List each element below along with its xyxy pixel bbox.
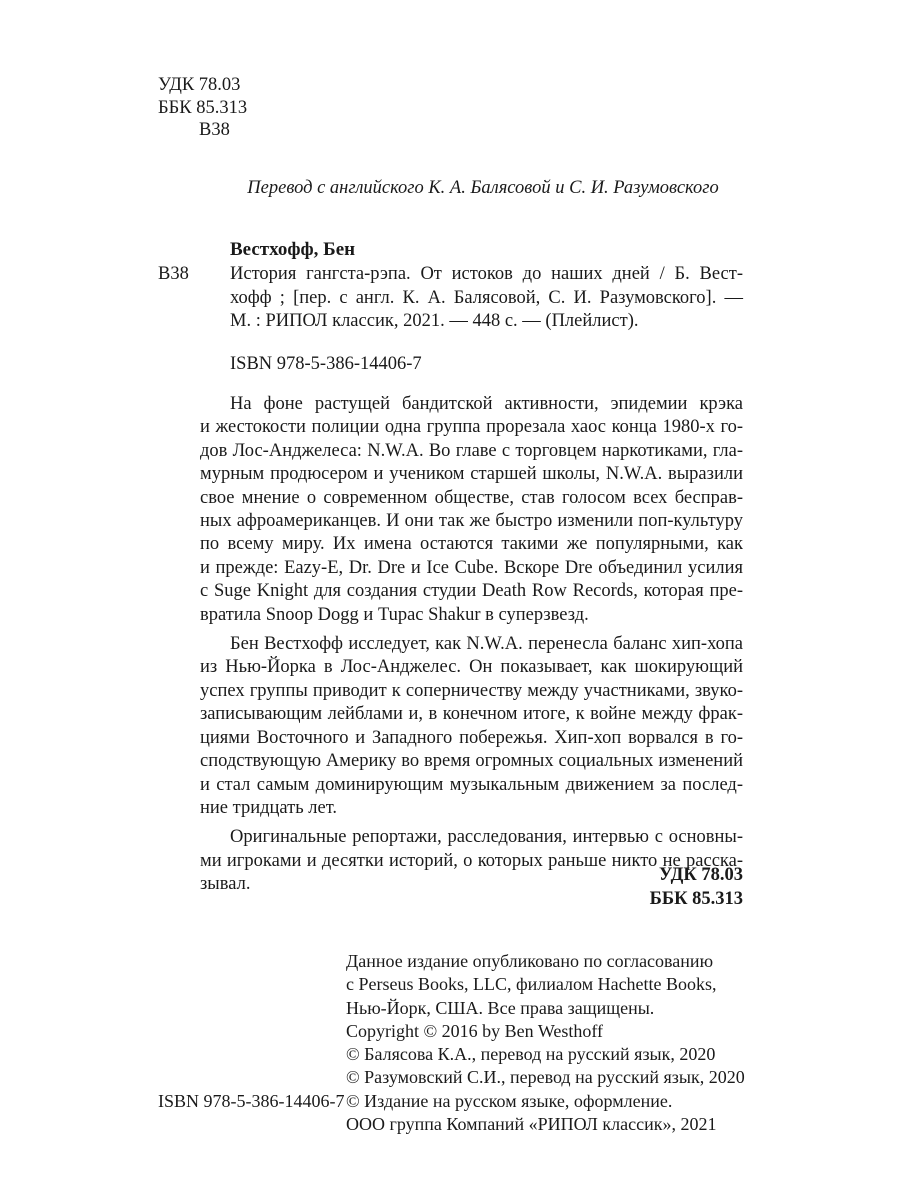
annotation-line: и прежде: Eazy-E, Dr. Dre и Ice Cube. Вскоре Dre объединил усилия <box>200 557 743 578</box>
annotation-line: из Нью-Йорка в Лос-Анджелес. Он показывает, как шокирующий <box>200 657 743 678</box>
annotation-line: ми игроками и десятки историй, о которых раньше никто не расска- <box>200 850 743 871</box>
annotation-line: Оригинальные репортажи, расследования, интервью с основны- <box>230 827 743 848</box>
annotation-line: по всему миру. Их имена остаются такими же популярными, как <box>200 534 743 555</box>
rights-line: Данное издание опубликовано по согласованию <box>346 951 714 971</box>
annotation-line: и стал самым доминирующим музыкальным движением за послед- <box>200 774 743 795</box>
annotation-line: записывающим лейблами и, в конечном итоге, к войне между фрак- <box>200 704 743 725</box>
annotation-line: Бен Вестхофф исследует, как N.W.A. перенесла баланс хип-хопа <box>230 634 743 655</box>
annotation-line: успех группы приводит к соперничеству между участниками, звуко- <box>200 680 743 701</box>
annotation-line: На фоне растущей бандитской активности, эпидемии крэка <box>230 394 743 414</box>
annotation-line: дов Лос-Анджелеса: N.W.A. Во главе с торговцем наркотиками, гла- <box>200 440 743 461</box>
annotation-line: зывал. <box>200 874 251 895</box>
annotation-line: вратила Snoop Dogg и Tupac Shakur в суперзвезд. <box>200 604 589 625</box>
annotation <box>200 393 743 903</box>
annotation-line: ние тридцать лет. <box>200 797 338 818</box>
annotation-paragraph <box>200 393 743 627</box>
author-mark: В38 <box>199 120 230 140</box>
bibliographic-description <box>230 263 743 334</box>
annotation-paragraph <box>200 633 743 820</box>
isbn-bottom: ISBN 978-5-386-14406-7 <box>158 1091 345 1111</box>
isbn-record: ISBN 978-5-386-14406-7 <box>230 354 422 374</box>
bbk-code-bottom: ББК 85.313 <box>649 888 743 909</box>
rights-notice <box>346 950 745 1136</box>
rights-line: Нью-Йорк, США. Все права защищены. <box>346 997 655 1018</box>
rights-line: с Perseus Books, LLC, филиалом Hachette Books, <box>346 974 717 995</box>
biblio-line: хофф ; [пер. с англ. К. А. Балясовой, С. И. Разумовского]. — <box>230 287 743 308</box>
biblio-line: М. : РИПОЛ классик, 2021. — 448 с. — (Плейлист). <box>230 311 639 331</box>
annotation-line: свое мнение о современном обществе, став голосом всех бесправ- <box>200 487 743 508</box>
rights-line: © Издание на русском языке, оформление. <box>346 1090 673 1111</box>
author-heading: Вестхофф, Бен <box>230 239 356 260</box>
rights-line: Copyright © 2016 by Ben Westhoff <box>346 1020 604 1041</box>
annotation-line: мурным продюсером и учеником старшей школы, N.W.A. выразили <box>200 464 743 485</box>
translation-note: Перевод с английского К. А. Балясовой и С. И. Разумовского <box>247 178 719 198</box>
rights-line: © Разумовский С.И., перевод на русский язык, 2020 <box>346 1067 745 1088</box>
annotation-line: с Suge Knight для создания студии Death Row Records, которая пре- <box>200 581 743 602</box>
annotation-line: и жестокости полиции одна группа прорезала хаос конца 1980-х го- <box>200 417 743 438</box>
annotation-line: сподствующую Америку во время огромных социальных изменений <box>200 751 743 772</box>
classification-codes-bottom <box>650 864 743 911</box>
annotation-line: циями Восточного и Западного побережья. Хип-хоп ворвался в го- <box>200 727 743 748</box>
card-author-mark: В38 <box>158 264 189 284</box>
classification-codes-top <box>158 74 247 142</box>
annotation-line: ных афроамериканцев. И они так же быстро изменили поп-культуру <box>200 511 743 532</box>
udk-code-bottom: УДК 78.03 <box>658 865 743 885</box>
bbk-code: ББК 85.313 <box>158 97 248 118</box>
biblio-line: История гангста-рэпа. От истоков до наших дней / Б. Вест- <box>230 264 743 284</box>
rights-line: © Балясова К.А., перевод на русский язык, 2020 <box>346 1044 716 1065</box>
udk-code: УДК 78.03 <box>158 75 241 95</box>
rights-line: ООО группа Компаний «РИПОЛ классик», 2021 <box>346 1114 717 1135</box>
